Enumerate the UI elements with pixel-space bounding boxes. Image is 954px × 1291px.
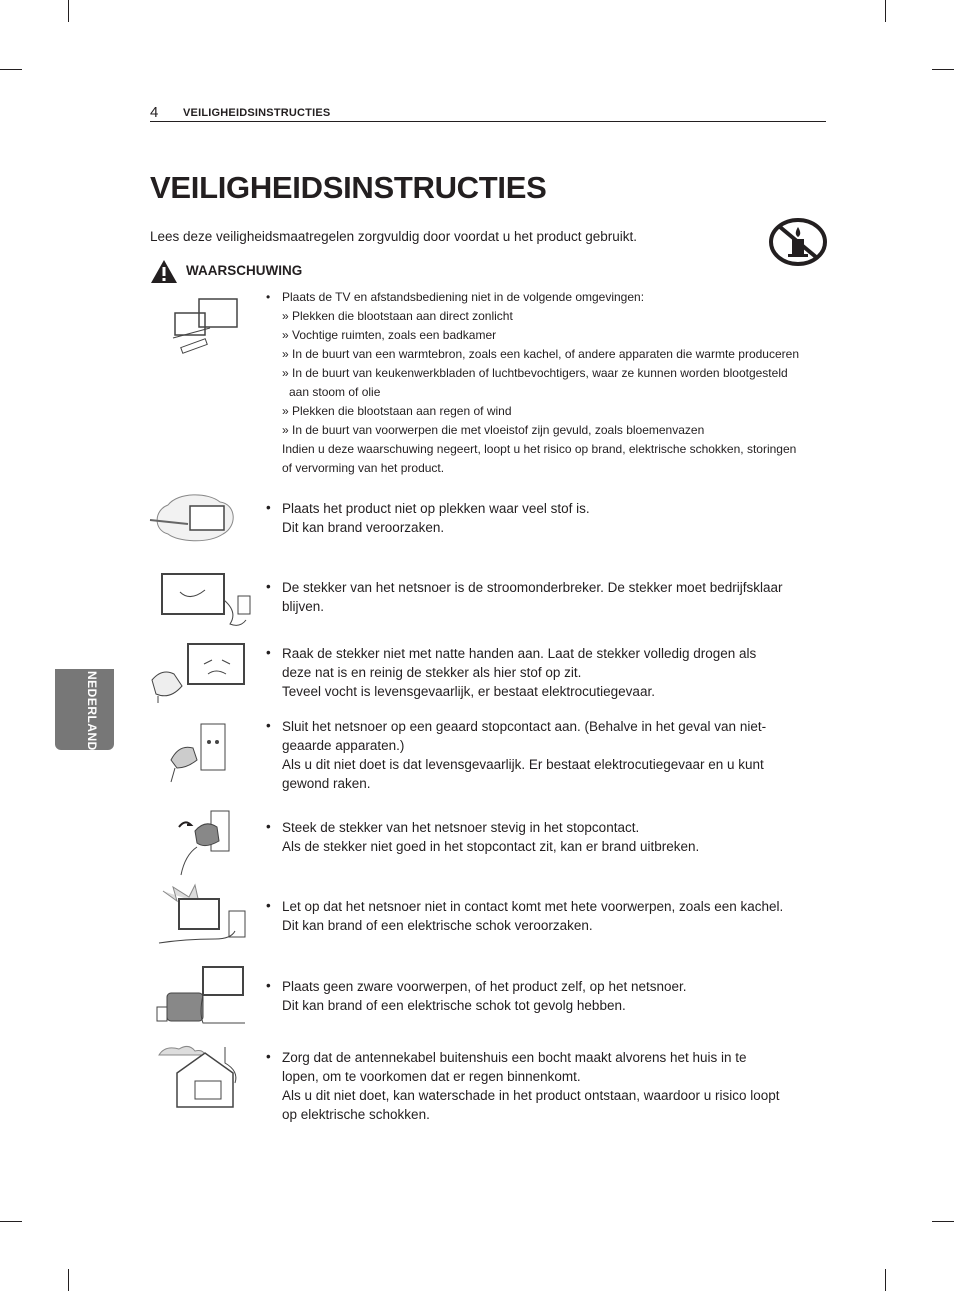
crop-mark	[932, 69, 954, 70]
running-header: VEILIGHEIDSINSTRUCTIES	[183, 107, 331, 119]
bullet: •	[266, 645, 271, 660]
insert-plug-illustration	[175, 805, 235, 877]
item-line: Plaats geen zware voorwerpen, of het product zelf, op het netsnoer.	[282, 979, 687, 994]
warning-label: WAARSCHUWING	[186, 263, 303, 278]
item-line: of vervorming van het product.	[282, 461, 445, 475]
item-line: De stekker van het netsnoer is de stroomonderbreker. De stekker moet bedrijfsklaar	[282, 580, 783, 595]
grounded-outlet-illustration	[165, 720, 243, 785]
plug-accessible-illustration	[150, 570, 255, 628]
heavy-object-cable-illustration	[155, 963, 250, 1031]
item-line: Steek de stekker van het netsnoer stevig in het stopcontact.	[282, 820, 640, 835]
bullet: •	[266, 898, 271, 913]
list-item	[282, 1048, 827, 1124]
header-rule	[150, 121, 826, 122]
bullet: •	[266, 978, 271, 993]
list-item	[282, 578, 827, 616]
list-item	[282, 897, 827, 935]
item-line: » In de buurt van keukenwerkbladen of luchtbevochtigers, waar ze kunnen worden blootgesteld	[282, 366, 788, 380]
item-line: Als u dit niet doet, kan waterschade in het product ontstaan, waardoor u risico loopt	[282, 1088, 780, 1103]
page-title: VEILIGHEIDSINSTRUCTIES	[150, 170, 547, 205]
item-line: Zorg dat de antennekabel buitenshuis een bocht maakt alvorens het huis in te	[282, 1050, 747, 1065]
crop-mark	[885, 1269, 886, 1291]
dust-illustration	[148, 490, 243, 548]
bullet: •	[266, 290, 271, 304]
wet-hands-illustration	[148, 640, 248, 705]
crop-mark	[885, 0, 886, 22]
intro-text: Lees deze veiligheidsmaatregelen zorgvuldig door voordat u het product gebruikt.	[150, 229, 638, 244]
item-line: Plaats de TV en afstandsbediening niet in de volgende omgevingen:	[282, 290, 645, 304]
item-line: Dit kan brand of een elektrische schok veroorzaken.	[282, 918, 593, 933]
item-line: Indien u deze waarschuwing negeert, loopt u het risico op brand, elektrische schokken, storingen	[282, 442, 797, 456]
item-line: Raak de stekker niet met natte handen aan. Laat de stekker volledig drogen als	[282, 646, 757, 661]
crop-mark	[68, 0, 69, 22]
list-item	[282, 818, 827, 856]
item-line: » In de buurt van voorwerpen die met vloeistof zijn gevuld, zoals bloemenvazen	[282, 423, 705, 437]
list-item	[282, 288, 827, 478]
tv-environment-illustration	[165, 293, 243, 358]
item-line: geaarde apparaten.)	[282, 738, 405, 753]
bullet: •	[266, 500, 271, 515]
antenna-cable-illustration	[155, 1043, 250, 1111]
heater-cable-illustration	[155, 883, 250, 951]
item-line: » Plekken die blootstaan aan regen of wind	[282, 404, 512, 418]
no-open-flame-icon	[768, 217, 828, 267]
crop-mark	[68, 1269, 69, 1291]
item-line: Sluit het netsnoer op een geaard stopcontact aan. (Behalve in het geval van niet-	[282, 719, 767, 734]
item-line: deze nat is en reinig de stekker als hier stof op zit.	[282, 665, 582, 680]
language-tab	[55, 669, 114, 760]
item-line: Dit kan brand of een elektrische schok tot gevolg hebben.	[282, 998, 626, 1013]
list-item	[282, 499, 827, 537]
crop-mark	[0, 69, 22, 70]
item-line: gewond raken.	[282, 776, 371, 791]
item-line: lopen, om te voorkomen dat er regen binnenkomt.	[282, 1069, 581, 1084]
bullet: •	[266, 1049, 271, 1064]
item-line: Als u dit niet doet is dat levensgevaarlijk. Er bestaat elektrocutiegevaar en u kunt	[282, 757, 764, 772]
crop-mark	[0, 1221, 22, 1222]
item-line: Dit kan brand veroorzaken.	[282, 520, 445, 535]
list-item	[282, 717, 827, 793]
item-line: op elektrische schokken.	[282, 1107, 430, 1122]
item-line: Als de stekker niet goed in het stopcontact zit, kan er brand uitbreken.	[282, 839, 700, 854]
item-line: » In de buurt van een warmtebron, zoals een kachel, of andere apparaten die warmte produceren	[282, 347, 799, 361]
item-line: » Vochtige ruimten, zoals een badkamer	[282, 328, 497, 342]
page-number: 4	[150, 104, 159, 121]
item-line: aan stoom of olie	[289, 385, 381, 399]
item-line: Teveel vocht is levensgevaarlijk, er bestaat elektrocutiegevaar.	[282, 684, 655, 699]
list-item	[282, 644, 827, 701]
item-line: » Plekken die blootstaan aan direct zonlicht	[282, 309, 513, 323]
warning-triangle-icon	[150, 259, 178, 284]
crop-mark	[932, 1221, 954, 1222]
bullet: •	[266, 819, 271, 834]
bullet: •	[266, 579, 271, 594]
language-tab-label: NEDERLANDS	[85, 671, 99, 760]
item-line: Let op dat het netsnoer niet in contact komt met hete voorwerpen, zoals een kachel.	[282, 899, 784, 914]
item-line: Plaats het product niet op plekken waar veel stof is.	[282, 501, 590, 516]
bullet: •	[266, 718, 271, 733]
item-line: blijven.	[282, 599, 325, 614]
list-item	[282, 977, 827, 1015]
